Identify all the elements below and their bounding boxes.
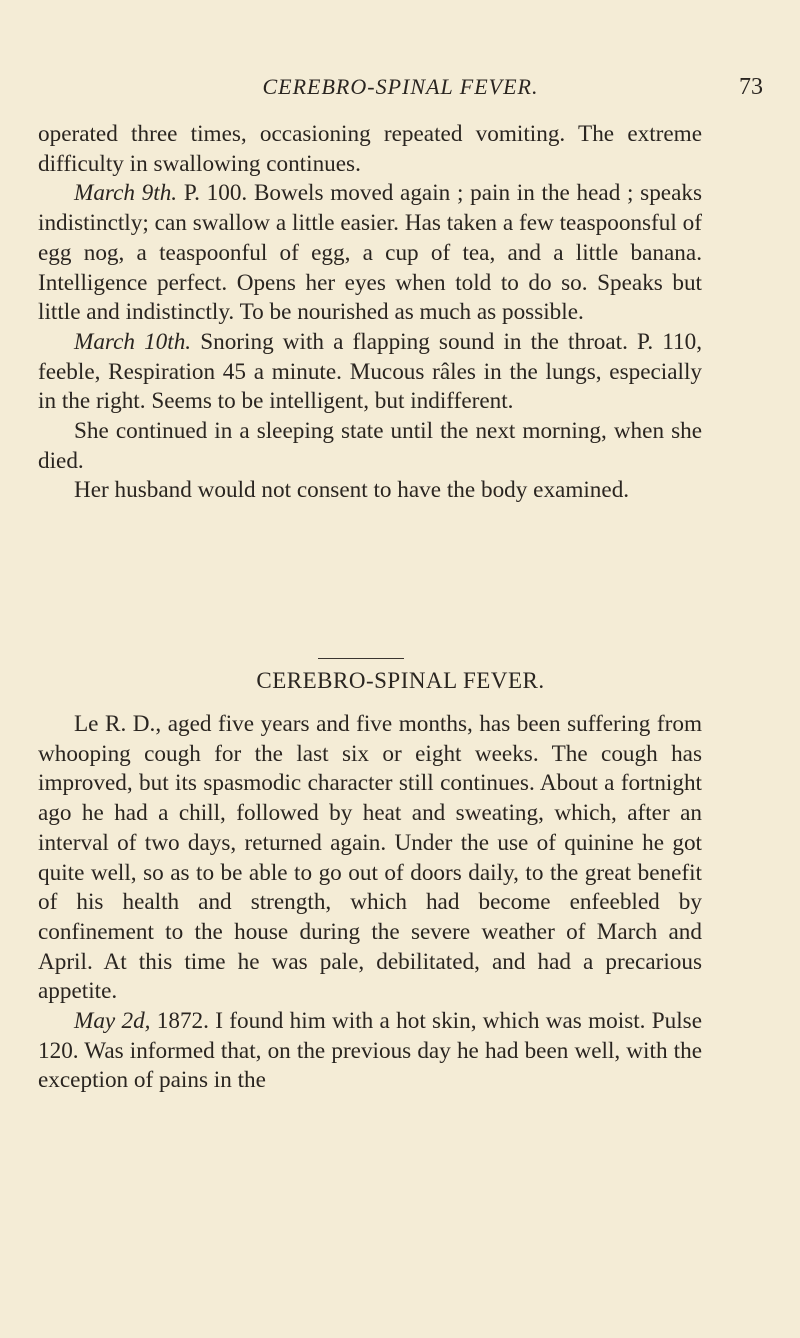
page-number: 73	[739, 74, 763, 100]
paragraph	[38, 179, 702, 328]
paragraph-text: operated three times, occasioning repeated vomiting. The extreme difficulty in swallowing continues.	[38, 121, 702, 177]
date-label: May 2d,	[74, 1008, 151, 1035]
text-block-continued-case	[38, 120, 702, 506]
paragraph	[38, 120, 702, 179]
section-heading: CEREBRO-SPINAL FEVER.	[256, 668, 545, 693]
paragraph-text: She continued in a sleeping state until the next morning, when she died.	[38, 418, 702, 474]
date-label: March 10th.	[74, 328, 192, 355]
paragraph-text: Snoring with a flapping sound in the throat. P. 110, feeble, Respiration 45 a minute. Mucous râles in the lungs, especially in the right. Seems to be intelligent, but indifferent.	[38, 328, 702, 415]
section-divider	[318, 658, 404, 659]
paragraph-text: Le R. D., aged five years and five months, has been suffering from whooping cough for the last six or eight weeks. The cough has improved, but its spasmodic character still continues. About a fortnight ago he had a chill, followed by heat and sweating, which, after an interval of two days, returned again. Under the use of quinine he got quite well, so as to be able to go out of doors daily, to the great benefit of his health and strength, which had become enfeebled by confinement to the house during the severe weather of March and April. At this time he was pale, debilitated, and had a precarious appetite.	[38, 711, 702, 1005]
date-label: March 9th.	[74, 180, 178, 207]
page-header	[38, 74, 763, 110]
paragraph	[38, 476, 702, 506]
paragraph-text: P. 100. Bowels moved again ; pain in the head ; speaks indistinctly; can swallow a little easier. Has taken a few teaspoonsful of egg nog, a teaspoonful of egg, a cup of tea, and a little banana. Intelligence perfect. Opens her eyes when told to do so. Speaks but little and indistinctly. To be nourished as much as possible.	[38, 180, 703, 326]
paragraph-text: Her husband would not consent to have the body examined.	[74, 477, 630, 504]
paragraph	[38, 328, 702, 417]
paragraph	[38, 417, 702, 476]
paragraph	[38, 1007, 702, 1096]
text-block-new-case	[38, 710, 702, 1096]
running-title: CEREBRO-SPINAL FEVER.	[262, 74, 539, 99]
paragraph-text: 1872. I found him with a hot skin, which was moist. Pulse 120. Was informed that, on the previous day he had been well, with the exception of pains in the	[38, 1008, 702, 1094]
paragraph	[38, 710, 702, 1007]
